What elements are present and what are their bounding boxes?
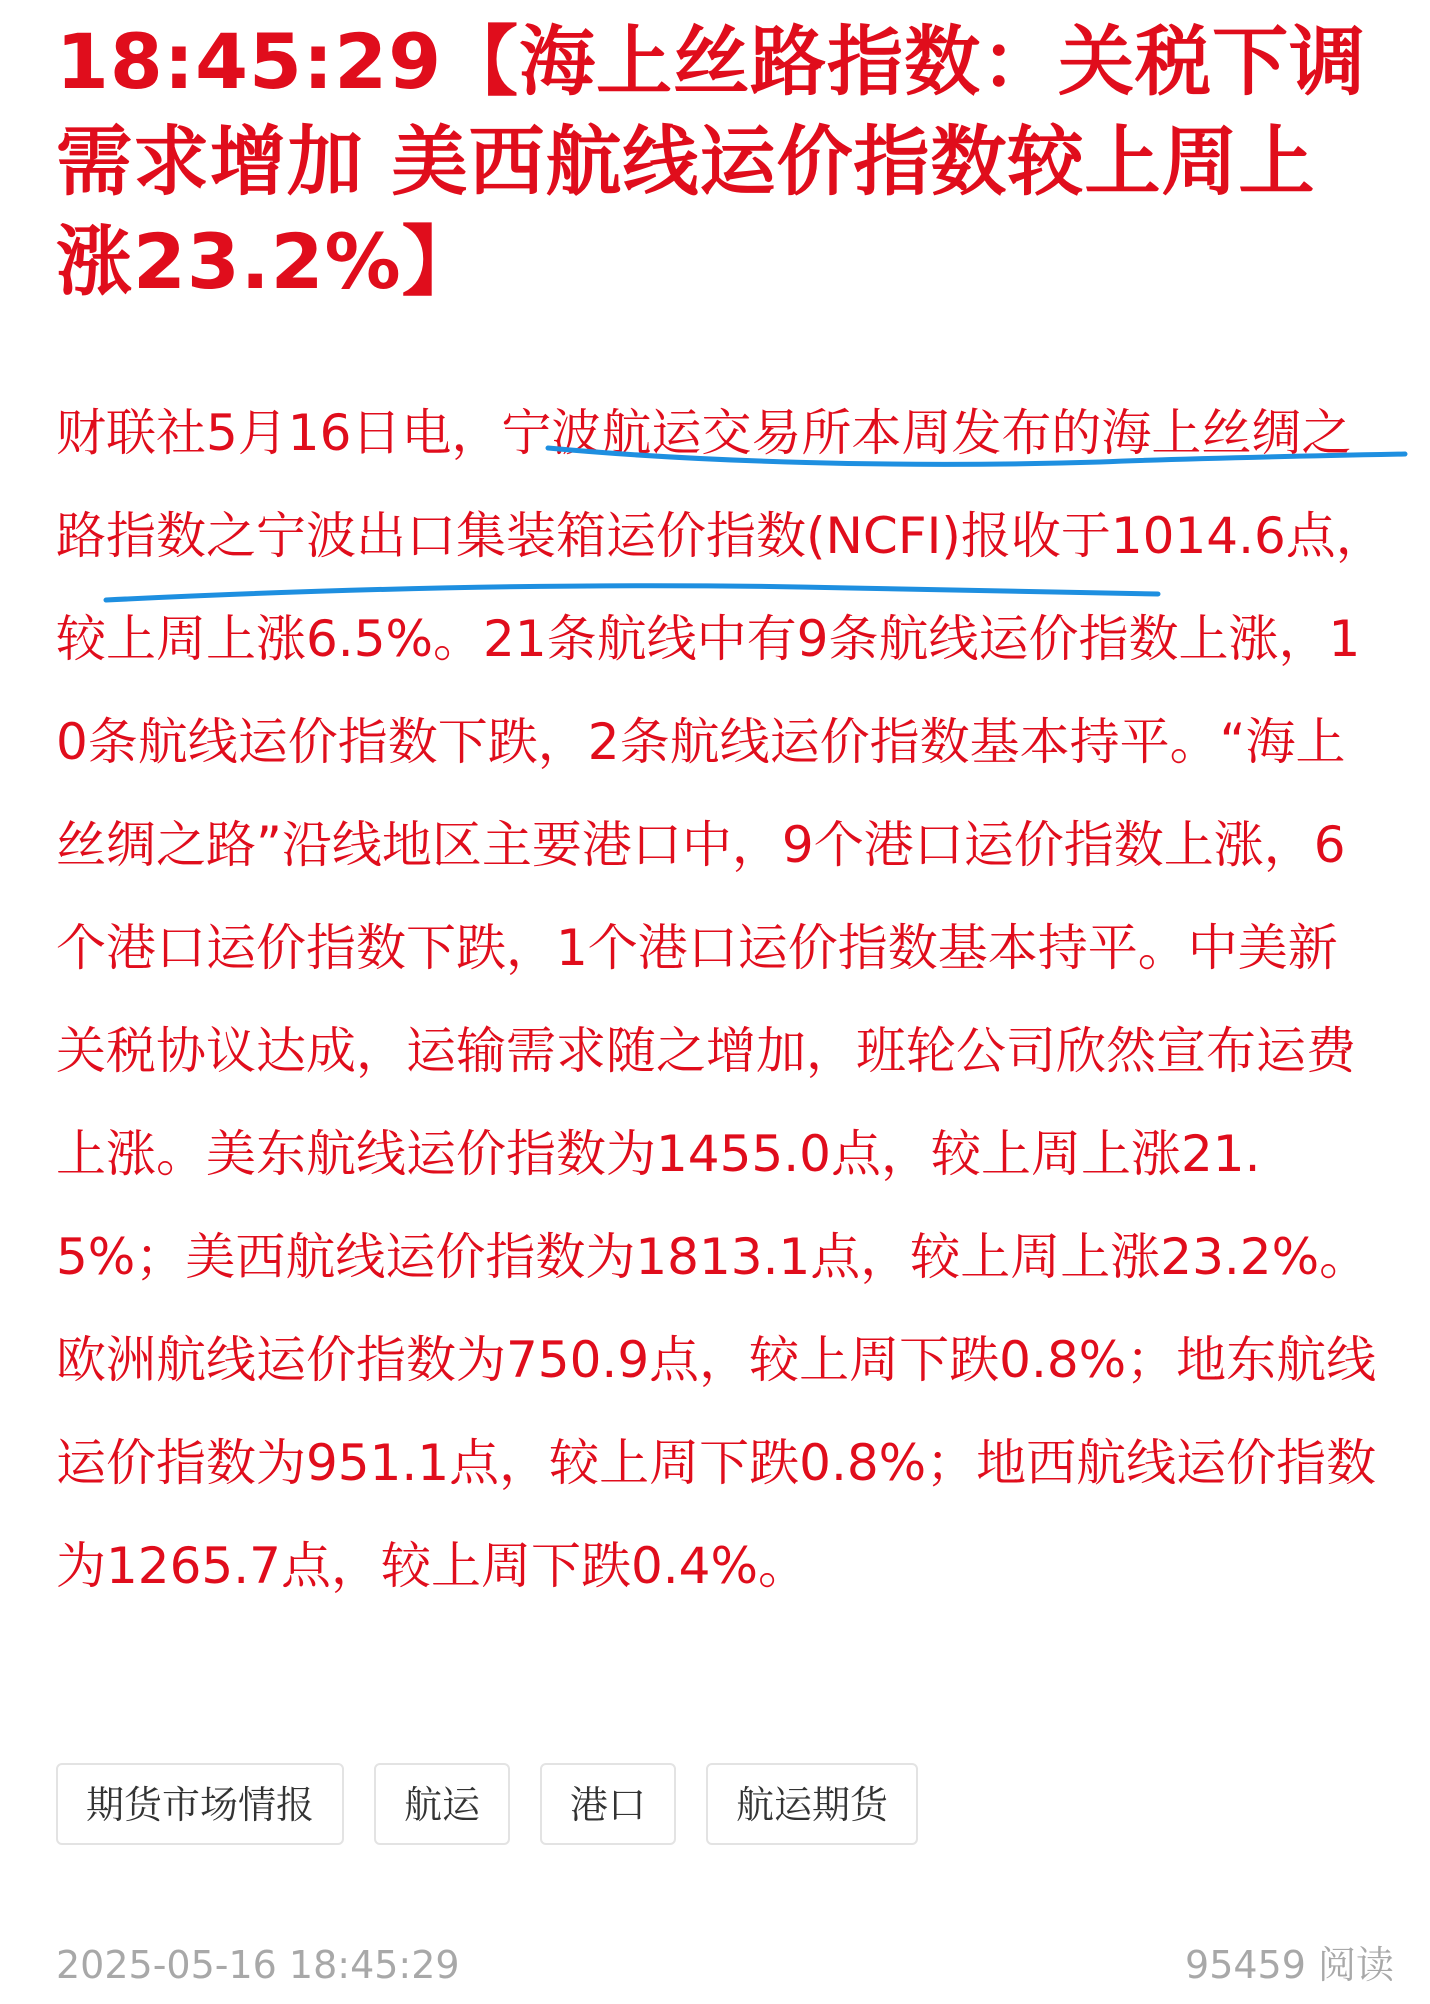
tag-shipping-futures[interactable]: 航运期货 xyxy=(706,1763,918,1845)
tag-port[interactable]: 港口 xyxy=(540,1763,676,1845)
article-body: 财联社5月16日电，宁波航运交易所本周发布的海上丝绸之路指数之宁波出口集装箱运价指数(NCFI)报收于1014.6点，较上周上涨6.5%。21条航线中有9条航线运价指数上涨，10条航线运价指数下跌，2条航线运价指数基本持平。“海上丝绸之路”沿线地区主要港口中，9个港口运价指数上涨，6个港口运价指数下跌，1个港口运价指数基本持平。中美新关税协议达成，运输需求随之增加，班轮公司欣然宣布运费上涨。美东航线运价指数为1455.0点，较上周上涨21.5%；美西航线运价指数为1813.1点，较上周上涨23.2%。欧洲航线运价指数为750.9点，较上周下跌0.8%；地东航线运价指数为951.1点，较上周下跌0.8%；地西航线运价指数为1265.7点，较上周下跌0.4%。 xyxy=(56,404,1386,1595)
read-count: 95459 阅读 xyxy=(1185,1943,1394,1987)
tag-list xyxy=(56,1763,918,1845)
tag-shipping[interactable]: 航运 xyxy=(374,1763,510,1845)
tag-futures-market-intel[interactable]: 期货市场情报 xyxy=(56,1763,344,1845)
article-headline: 18:45:29【海上丝路指数：关税下调需求增加 美西航线运价指数较上周上涨23.2%】 xyxy=(56,17,1367,306)
article-meta xyxy=(56,1940,1394,1990)
publish-timestamp: 2025-05-16 18:45:29 xyxy=(56,1943,460,1987)
